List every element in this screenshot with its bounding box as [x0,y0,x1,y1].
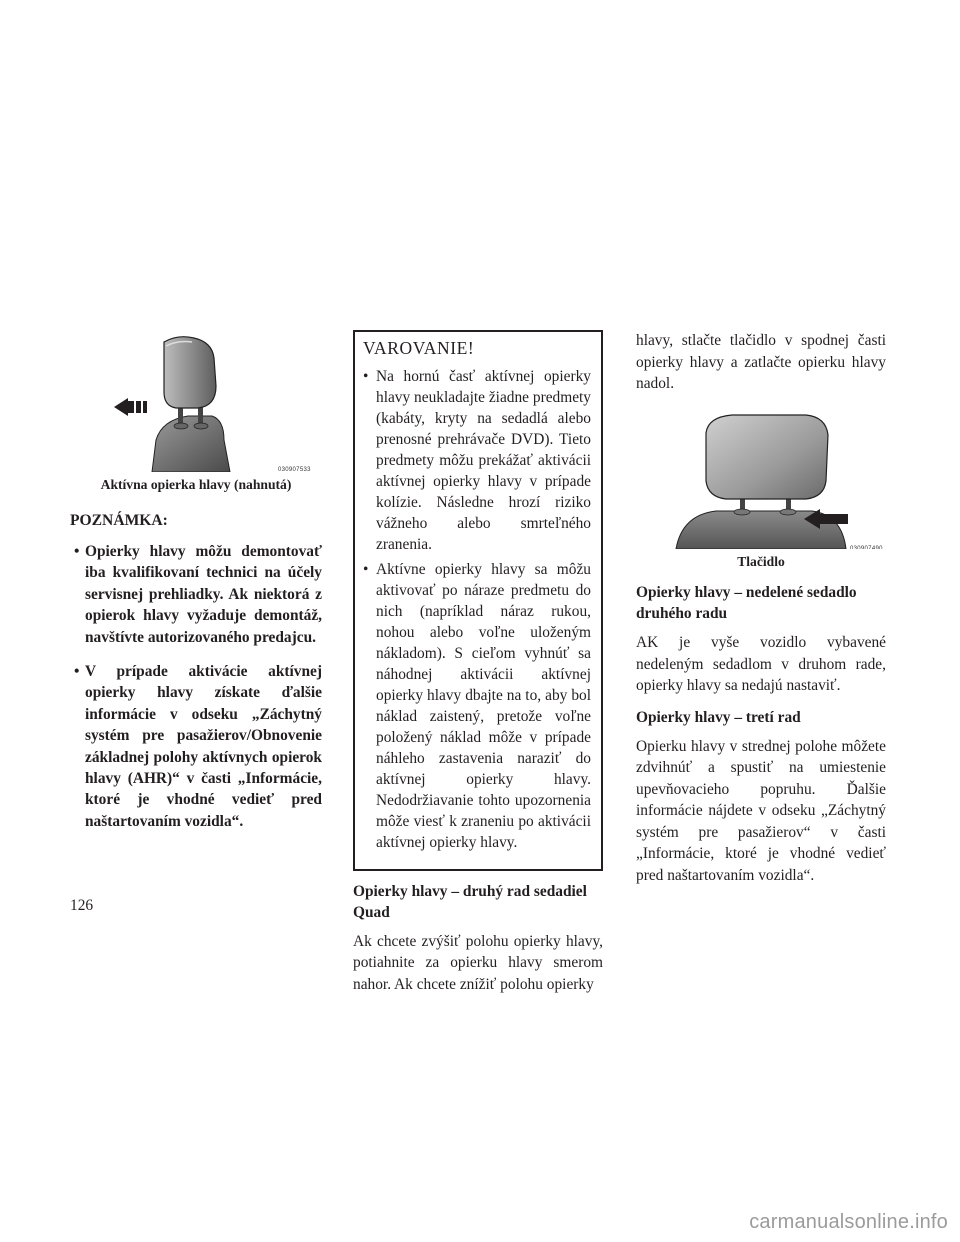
head-restraint-tilted-drawing [70,336,322,472]
button-figure [636,411,886,573]
warning-list [363,366,591,853]
note-item: • V prípade aktivácie aktívnej opierky hlavy získate ďalšie informácie v odseku „Záchytný systém pre pasažierov/Obnovenie základnej polohy aktívnych opierok hlavy (AHR)“ v časti „Informácie, ktoré je vhodné vedieť pred naštartovaním vozidla“. [74,663,322,830]
note-title: POZNÁMKA: [70,511,168,529]
figure-caption: Aktívna opierka hlavy (nahnutá) [100,477,292,492]
note-item: • Opierky hlavy môžu demontovať iba kvalifikovaní technici na účely servisnej prehliadky. Ak niektorá z opierok hlavy vyžaduje demontáž, navštívte autorizovaného predajcu. [74,543,322,646]
right-column [636,330,886,886]
head-restraint-button-drawing [636,411,888,549]
head-restraint-button-illustration [636,411,888,549]
watermark: carmanualsonline.info [749,1211,948,1233]
continued-text: hlavy, stlačte tlačidlo v spodnej časti opierky hlavy a zatlačte opierku hlavy nadol. [636,332,886,392]
warning-item: • Aktívne opierky hlavy sa môžu aktivovať po náraze predmetu do nich (napríklad náraz rukou, nohou alebo voľne uloženým nákladom). S cieľom vyhnúť sa náhodnej aktivácii aktívnej opierky hlavy dbajte na to, aby bol náklad zaistený, pretože voľne položený náklad môže v prípade náhleho zastavenia naraziť do aktívnej opierky hlavy. Nedodržiavanie tohto upozornenia môže viesť k zraneniu po aktivácii aktívnej opierky hlavy. [363,560,591,851]
active-head-restraint-illustration [70,336,322,472]
section-text-second-row-bench: AK je vyše vozidlo vybavené nedeleným sedadlom v druhom rade, opierky hlavy sa nedajú nastaviť. [636,634,886,694]
section-text-third-row: Opierku hlavy v strednej polohe môžete zdvihnúť a spustiť na umiestenie upevňovacieho popruhu. Ďalšie informácie nájdete v odseku „Záchytný systém pre pasažierov“ v časti „Informácie, ktoré je vhodné vedieť pred naštartovaním vozidla“. [636,737,886,884]
section-text-second-row-quad: Ak chcete zvýšiť polohu opierky hlavy, potiahnite za opierku hlavy smerom nahor. Ak chcete znížiť polohu opierky [353,932,603,993]
figure-code: 030907490 [850,545,883,549]
note-list [70,541,322,832]
left-column [70,336,322,845]
page-number: 126 [70,897,94,914]
active-head-restraint-figure [70,336,322,496]
middle-column [353,330,603,995]
figure-code: 030907533 [278,467,311,472]
warning-box [353,330,603,871]
section-heading-second-row-quad: Opierky hlavy – druhý rad sedadiel Quad [353,882,587,921]
figure-caption: Tlačidlo [737,553,785,569]
direction-arrow-icon [114,398,147,416]
section-heading-second-row-bench: Opierky hlavy – nedelené sedadlo druhého radu [636,584,857,622]
warning-item: • Na hornú časť aktívnej opierky hlavy neukladajte žiadne predmety (kabáty, kryty na sedadlá alebo prenosné prehrávače DVD). Tieto predmety môžu prekážať aktivácii aktívnej opierky hlavy v prípade kolízie. Následne hrozí riziko vážneho alebo smrteľného zranenia. [363,367,591,553]
section-heading-third-row: Opierky hlavy – tretí rad [636,708,801,726]
warning-title: VAROVANIE! [363,338,475,358]
